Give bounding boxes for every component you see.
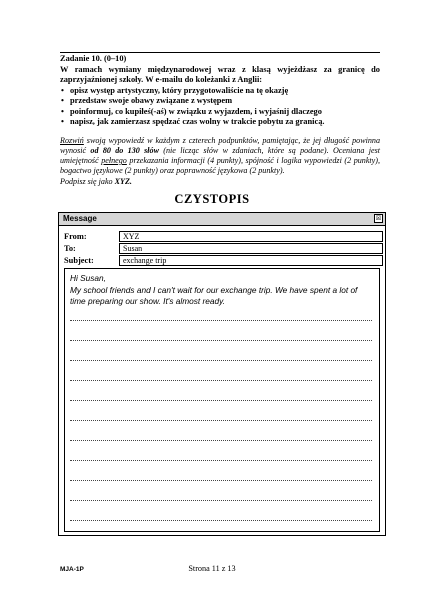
task-instructions bbox=[60, 136, 380, 177]
to-row bbox=[64, 243, 379, 254]
instruction-underlined-word: pełnego bbox=[101, 156, 127, 166]
clean-copy-title: CZYSTOPIS bbox=[174, 192, 250, 206]
message-window bbox=[58, 212, 386, 536]
from-row bbox=[64, 231, 379, 242]
instruction-word-count: od 80 do 130 słów bbox=[90, 145, 159, 155]
to-field[interactable]: Susan bbox=[119, 243, 383, 254]
task-bullet-list bbox=[60, 86, 380, 128]
writing-line bbox=[70, 440, 372, 441]
page-number: Strona 11 z 13 bbox=[188, 564, 236, 573]
message-title: Message bbox=[63, 214, 97, 223]
from-label: From: bbox=[64, 232, 87, 241]
subject-label: Subject: bbox=[64, 256, 94, 265]
task-bullet: • opisz występ artystyczny, który przygotowaliście na tę okazję bbox=[60, 86, 380, 97]
exam-code: MJA-1P bbox=[60, 566, 84, 573]
instruction-text: swoją wypowiedź w każdym z czterech podpunktów, pamiętając, że jej długość powinna wynosić bbox=[60, 135, 380, 155]
writing-line bbox=[70, 520, 372, 521]
writing-line bbox=[70, 460, 372, 461]
instruction-text: (nie licząc słów w zdaniach, które są podane). Oceniana jest umiejętność bbox=[60, 145, 380, 166]
sign-name: XYZ. bbox=[114, 176, 132, 186]
task-bullet: • przedstaw swoje obawy związane z występem bbox=[60, 96, 380, 107]
task-bullet: • napisz, jak zamierzasz spędzać czas wolny w trakcie pobytu za granicą. bbox=[60, 117, 380, 128]
to-label: To: bbox=[64, 244, 76, 253]
message-body-area[interactable] bbox=[64, 268, 380, 532]
writing-line bbox=[70, 500, 372, 501]
writing-line bbox=[70, 400, 372, 401]
message-body: My school friends and I can't wait for our exchange trip. We have spent a lot of time preparing our show. It's almost ready. bbox=[70, 284, 358, 306]
sign-text: Podpisz się jako bbox=[60, 176, 115, 186]
subject-field[interactable]: exchange trip bbox=[119, 255, 383, 266]
writing-line bbox=[70, 380, 372, 381]
message-titlebar bbox=[59, 213, 385, 226]
writing-line bbox=[70, 360, 372, 361]
writing-line bbox=[70, 480, 372, 481]
task-section bbox=[60, 52, 380, 187]
writing-line bbox=[70, 340, 372, 341]
close-icon[interactable]: ☒ bbox=[375, 215, 382, 222]
task-bullet: • poinformuj, co kupiłeś(-aś) w związku z wyjazdem, i wyjaśnij dlaczego bbox=[60, 107, 380, 118]
task-intro: W ramach wymiany międzynarodowej wraz z klasą wyjeżdżasz za granicę do zaprzyjaźnionej szkoły. W e-mailu do koleżanki z Anglii: bbox=[60, 64, 380, 84]
writing-line bbox=[70, 420, 372, 421]
message-greeting: Hi Susan, bbox=[70, 273, 106, 283]
message-text bbox=[70, 273, 375, 308]
writing-line bbox=[70, 320, 372, 321]
from-field[interactable]: XYZ bbox=[119, 231, 383, 242]
instruction-text: przekazania informacji (4 punkty), spójność i logika wypowiedzi (2 punkty), bogactwo językowe (2 punkty) oraz poprawność językowa (2 punkty). bbox=[60, 156, 380, 176]
task-heading: Zadanie 10. (0–10) bbox=[60, 52, 380, 65]
instruction-underlined-word: Rozwiń bbox=[60, 135, 84, 145]
sign-instruction bbox=[60, 177, 380, 187]
subject-row bbox=[64, 255, 379, 266]
